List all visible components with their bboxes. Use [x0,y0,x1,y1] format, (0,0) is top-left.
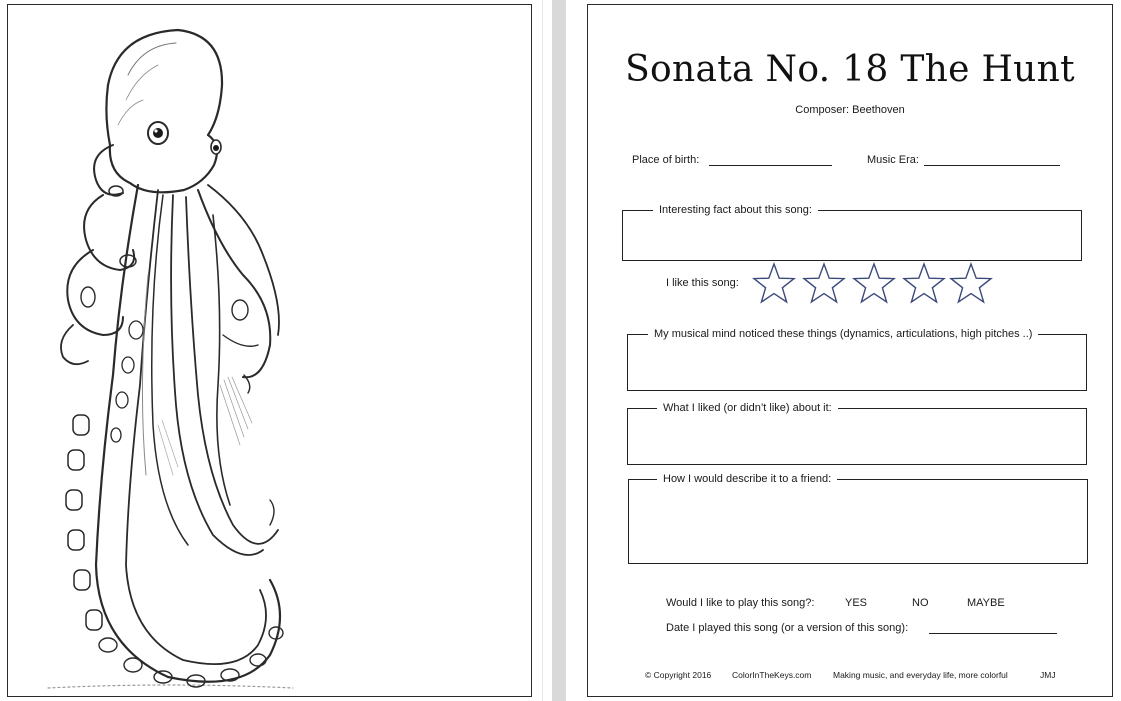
music-era-label: Music Era: [867,154,919,166]
copyright-text: © Copyright 2016 [645,670,712,680]
gutter-line [542,0,543,701]
option-yes[interactable]: YES [845,597,868,609]
music-era-blank[interactable] [924,165,1060,166]
musical-mind-label: My musical mind noticed these things (dynamics, articulations, high pitches ..) [648,327,1038,341]
describe-label: How I would describe it to a friend: [657,472,837,486]
star-icon[interactable] [902,262,946,306]
musical-mind-box[interactable] [627,328,1087,391]
rating-label: I like this song: [666,277,739,289]
star-icon[interactable] [852,262,896,306]
liked-box[interactable] [627,402,1087,465]
song-title: Sonata No. 18 The Hunt [625,49,1075,90]
star-icon[interactable] [949,262,993,306]
liked-label: What I liked (or didn’t like) about it: [657,401,838,415]
initials-text: JMJ [1040,670,1056,680]
coloring-page [7,4,532,697]
composer-text: Composer: Beethoven [795,104,905,116]
site-text: ColorInTheKeys.com [732,670,812,680]
describe-box[interactable] [628,473,1088,564]
option-maybe[interactable]: MAYBE [967,597,1005,609]
worksheet-page [587,4,1113,697]
place-of-birth-blank[interactable] [709,165,832,166]
star-icon[interactable] [752,262,796,306]
date-played-blank[interactable] [929,633,1057,634]
star-icon[interactable] [802,262,846,306]
tagline-text: Making music, and everyday life, more colorful [833,670,1008,680]
page-gutter [552,0,566,701]
date-played-label: Date I played this song (or a version of this song): [666,622,909,634]
option-no[interactable]: NO [912,597,929,609]
interesting-fact-box[interactable] [622,204,1082,261]
place-of-birth-label: Place of birth: [632,154,700,166]
interesting-fact-label: Interesting fact about this song: [653,203,818,217]
play-question-label: Would I like to play this song?: [666,597,815,609]
octopus-illustration [8,5,531,696]
